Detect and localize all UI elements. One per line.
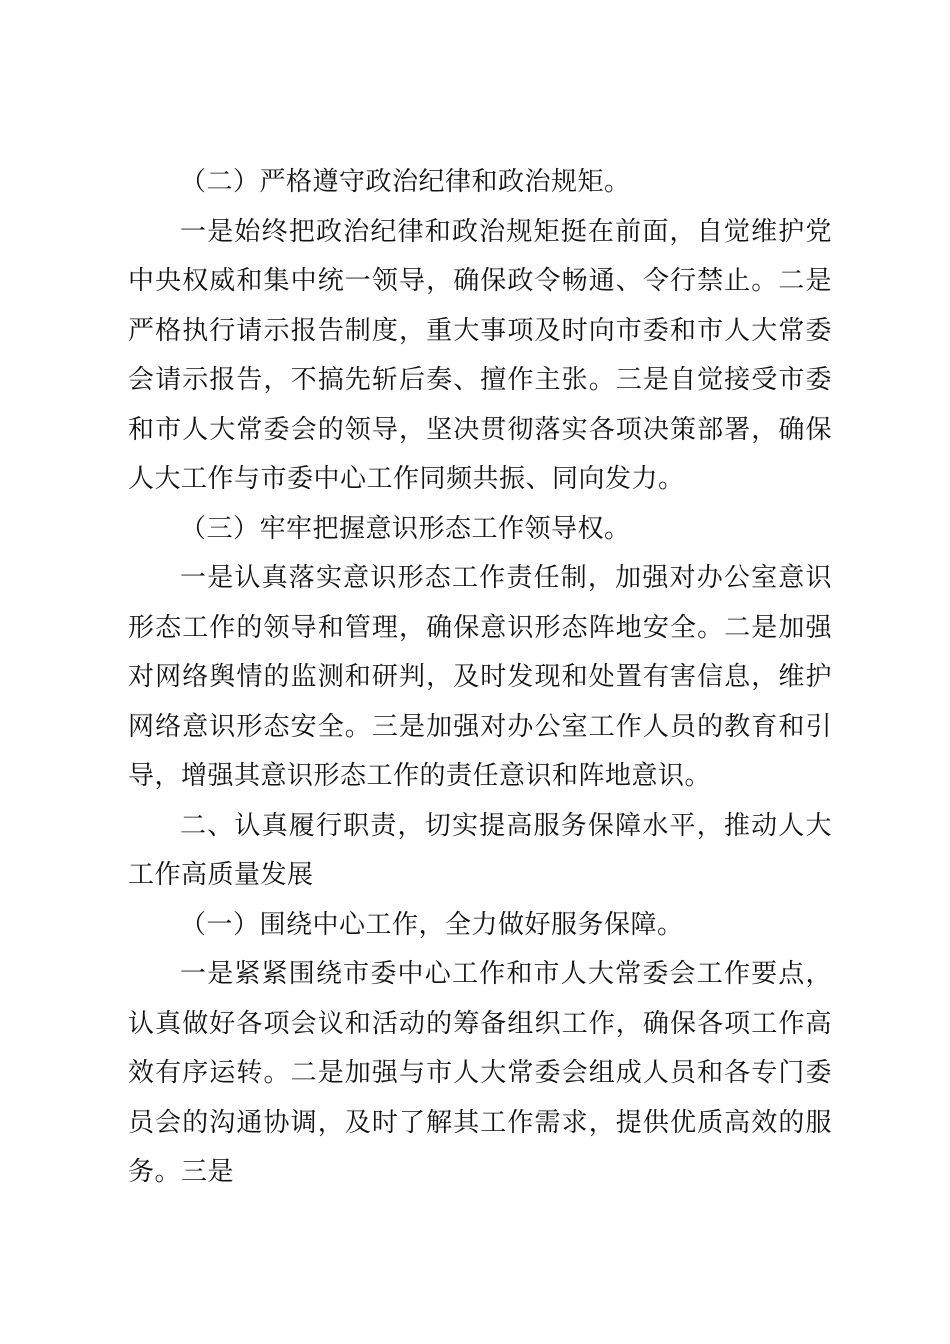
paragraph-political-discipline: 一是始终把政治纪律和政治规矩挺在前面，自觉维护党中央权威和集中统一领导，确保政令畅通、令行禁止。二是严格执行请示报告制度，重大事项及时向市委和市人大常委会请示报告，不搞先斩后奏、擅作主张。三是自觉接受市委和市人大常委会的领导，坚决贯彻落实各项决策部署，确保人大工作与市委中心工作同频共振、同向发力。 <box>128 216 832 494</box>
document-body <box>128 158 832 1198</box>
subheading-strict-discipline: （二）严格遵守政治纪律和政治规矩。 <box>180 167 631 197</box>
paragraph-ideology-work: 一是认真落实意识形态工作责任制，加强对办公室意识形态工作的领导和管理，确保意识形态阵地安全。二是加强对网络舆情的监测和研判，及时发现和处置有害信息，维护网络意识形态安全。三是加强对办公室工作人员的教育和引导，增强其意识形态工作的责任意识和阵地意识。 <box>128 563 832 791</box>
subheading-ideology-leadership: （三）牢牢把握意识形态工作领导权。 <box>180 513 631 544</box>
subheading-service-guarantee: （一）围绕中心工作，全力做好服务保障。 <box>180 909 684 940</box>
section-heading-fulfill-duties: 二、认真履行职责，切实提高服务保障水平，推动人大工作高质量发展 <box>128 810 832 890</box>
paragraph-service-guarantee: 一是紧紧围绕市委中心工作和市人大常委会工作要点，认真做好各项会议和活动的筹备组织工作，确保各项工作高效有序运转。二是加强与市人大常委会组成人员和各专门委员会的沟通协调，及时了解其工作需求，提供优质高效的服务。三是 <box>128 959 832 1187</box>
